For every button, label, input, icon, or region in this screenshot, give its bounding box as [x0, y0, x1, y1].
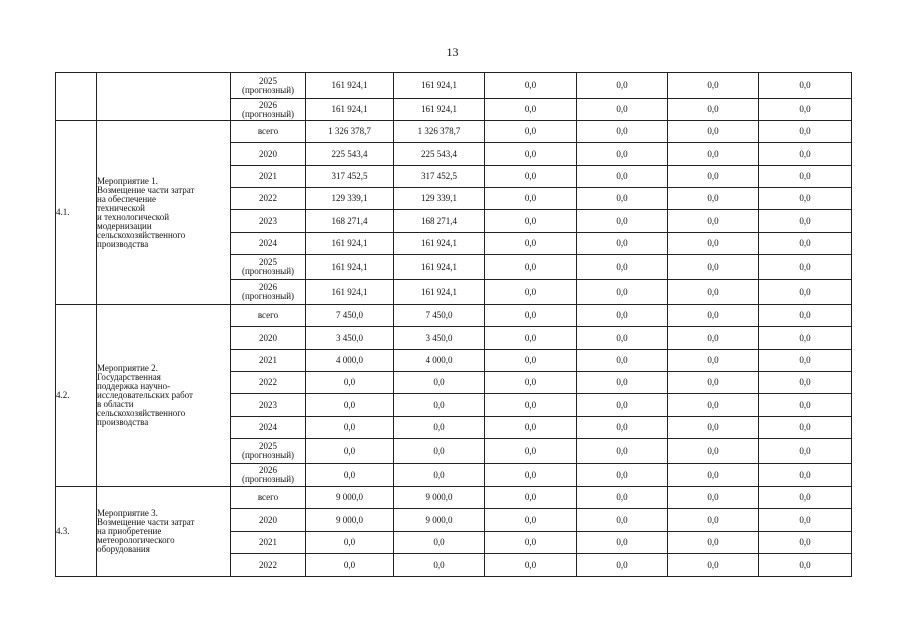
value-cell: 9 000,0 [394, 487, 485, 509]
table-row [56, 487, 852, 509]
year-cell: 2022 [231, 188, 306, 210]
value-cell: 0,0 [577, 439, 668, 464]
value-cell: 0,0 [759, 255, 852, 280]
value-cell: 0,0 [394, 417, 485, 439]
value-cell: 0,0 [485, 99, 577, 121]
year-cell: 2020 [231, 327, 306, 350]
value-cell: 3 450,0 [306, 327, 394, 350]
value-cell: 0,0 [759, 439, 852, 464]
year-cell: 2026 (прогнозный) [231, 464, 306, 487]
value-cell: 161 924,1 [306, 255, 394, 280]
value-cell: 161 924,1 [306, 233, 394, 255]
year-cell: 2023 [231, 394, 306, 417]
value-cell: 0,0 [668, 280, 759, 305]
value-cell: 0,0 [485, 280, 577, 305]
value-cell: 7 450,0 [306, 305, 394, 327]
value-cell: 225 543,4 [394, 143, 485, 166]
value-cell: 0,0 [577, 487, 668, 509]
value-cell: 0,0 [485, 532, 577, 554]
value-cell: 161 924,1 [394, 280, 485, 305]
value-cell: 0,0 [577, 394, 668, 417]
value-cell: 0,0 [577, 73, 668, 99]
value-cell: 9 000,0 [306, 487, 394, 509]
value-cell: 317 452,5 [394, 166, 485, 188]
value-cell: 0,0 [485, 327, 577, 350]
value-cell: 0,0 [306, 417, 394, 439]
value-cell: 4 000,0 [394, 350, 485, 372]
value-cell: 0,0 [577, 350, 668, 372]
value-cell: 1 326 378,7 [394, 121, 485, 143]
value-cell: 0,0 [485, 143, 577, 166]
page-number: 13 [446, 45, 459, 59]
year-cell: 2026 (прогнозный) [231, 99, 306, 121]
value-cell: 0,0 [668, 509, 759, 532]
value-cell: 0,0 [759, 350, 852, 372]
value-cell: 0,0 [759, 121, 852, 143]
value-cell: 0,0 [485, 121, 577, 143]
value-cell: 0,0 [668, 73, 759, 99]
value-cell: 0,0 [485, 166, 577, 188]
value-cell: 0,0 [485, 464, 577, 487]
year-cell: 2021 [231, 350, 306, 372]
value-cell: 0,0 [394, 372, 485, 394]
value-cell: 0,0 [759, 166, 852, 188]
value-cell: 0,0 [485, 73, 577, 99]
value-cell: 9 000,0 [394, 509, 485, 532]
value-cell: 0,0 [668, 554, 759, 577]
value-cell: 1 326 378,7 [306, 121, 394, 143]
value-cell: 0,0 [668, 350, 759, 372]
value-cell: 0,0 [577, 464, 668, 487]
value-cell: 0,0 [577, 188, 668, 210]
table-row [56, 305, 852, 327]
year-cell: 2020 [231, 509, 306, 532]
value-cell: 0,0 [577, 554, 668, 577]
year-cell: всего [231, 121, 306, 143]
value-cell: 0,0 [306, 554, 394, 577]
item-number-cell [56, 73, 97, 121]
item-name-cell: Мероприятие 3. Возмещение части затрат на приобретение метеорологического оборудования [97, 487, 231, 577]
value-cell: 0,0 [577, 255, 668, 280]
value-cell: 0,0 [668, 255, 759, 280]
item-name-cell: Мероприятие 1. Возмещение части затрат на обеспечение технической и технологической модернизации сельскохозяйственного производства [97, 121, 231, 305]
value-cell: 161 924,1 [306, 73, 394, 99]
value-cell: 0,0 [668, 143, 759, 166]
table-row [56, 121, 852, 143]
year-cell: 2025 (прогнозный) [231, 73, 306, 99]
value-cell: 161 924,1 [394, 73, 485, 99]
value-cell: 0,0 [306, 372, 394, 394]
value-cell: 0,0 [759, 417, 852, 439]
value-cell: 0,0 [577, 280, 668, 305]
value-cell: 317 452,5 [306, 166, 394, 188]
item-number-cell: 4.3. [56, 487, 97, 577]
value-cell: 161 924,1 [394, 99, 485, 121]
year-cell: всего [231, 305, 306, 327]
value-cell: 0,0 [394, 464, 485, 487]
value-cell: 0,0 [577, 121, 668, 143]
value-cell: 0,0 [394, 439, 485, 464]
value-cell: 0,0 [577, 327, 668, 350]
value-cell: 7 450,0 [394, 305, 485, 327]
value-cell: 0,0 [485, 509, 577, 532]
value-cell: 0,0 [668, 532, 759, 554]
value-cell: 3 450,0 [394, 327, 485, 350]
value-cell: 0,0 [668, 188, 759, 210]
year-cell: 2021 [231, 532, 306, 554]
value-cell: 0,0 [759, 509, 852, 532]
value-cell: 0,0 [668, 417, 759, 439]
year-cell: 2021 [231, 166, 306, 188]
value-cell: 0,0 [394, 532, 485, 554]
value-cell: 129 339,1 [394, 188, 485, 210]
value-cell: 0,0 [668, 99, 759, 121]
year-cell: 2025 (прогнозный) [231, 439, 306, 464]
value-cell: 0,0 [668, 305, 759, 327]
value-cell: 0,0 [668, 233, 759, 255]
value-cell: 9 000,0 [306, 509, 394, 532]
value-cell: 0,0 [485, 372, 577, 394]
value-cell: 0,0 [668, 487, 759, 509]
value-cell: 0,0 [668, 394, 759, 417]
value-cell: 161 924,1 [394, 255, 485, 280]
value-cell: 225 543,4 [306, 143, 394, 166]
year-cell: 2025 (прогнозный) [231, 255, 306, 280]
value-cell: 0,0 [759, 487, 852, 509]
budget-table [55, 72, 852, 577]
value-cell: 0,0 [759, 394, 852, 417]
year-cell: 2022 [231, 372, 306, 394]
value-cell: 168 271,4 [306, 210, 394, 233]
value-cell: 0,0 [306, 464, 394, 487]
value-cell: 0,0 [759, 305, 852, 327]
value-cell: 0,0 [759, 99, 852, 121]
year-cell: 2023 [231, 210, 306, 233]
value-cell: 0,0 [394, 394, 485, 417]
value-cell: 0,0 [485, 417, 577, 439]
year-cell: 2020 [231, 143, 306, 166]
value-cell: 0,0 [577, 143, 668, 166]
value-cell: 0,0 [759, 464, 852, 487]
value-cell: 161 924,1 [394, 233, 485, 255]
value-cell: 0,0 [577, 417, 668, 439]
value-cell: 0,0 [485, 487, 577, 509]
value-cell: 0,0 [759, 280, 852, 305]
table-row [56, 73, 852, 99]
value-cell: 0,0 [668, 464, 759, 487]
value-cell: 0,0 [485, 394, 577, 417]
value-cell: 0,0 [759, 372, 852, 394]
value-cell: 0,0 [485, 233, 577, 255]
value-cell: 0,0 [759, 73, 852, 99]
value-cell: 0,0 [577, 372, 668, 394]
value-cell: 0,0 [577, 305, 668, 327]
year-cell: 2022 [231, 554, 306, 577]
value-cell: 0,0 [759, 233, 852, 255]
value-cell: 4 000,0 [306, 350, 394, 372]
value-cell: 0,0 [577, 233, 668, 255]
value-cell: 161 924,1 [306, 280, 394, 305]
value-cell: 0,0 [485, 554, 577, 577]
item-number-cell: 4.2. [56, 305, 97, 487]
value-cell: 0,0 [759, 210, 852, 233]
value-cell: 0,0 [668, 166, 759, 188]
value-cell: 0,0 [306, 439, 394, 464]
year-cell: 2026 (прогнозный) [231, 280, 306, 305]
value-cell: 0,0 [485, 439, 577, 464]
value-cell: 0,0 [668, 210, 759, 233]
value-cell: 0,0 [759, 188, 852, 210]
year-cell: всего [231, 487, 306, 509]
value-cell: 0,0 [577, 99, 668, 121]
value-cell: 0,0 [485, 210, 577, 233]
item-number-cell: 4.1. [56, 121, 97, 305]
value-cell: 0,0 [759, 532, 852, 554]
value-cell: 129 339,1 [306, 188, 394, 210]
value-cell: 0,0 [759, 554, 852, 577]
value-cell: 168 271,4 [394, 210, 485, 233]
year-cell: 2024 [231, 417, 306, 439]
value-cell: 0,0 [668, 372, 759, 394]
value-cell: 0,0 [306, 532, 394, 554]
value-cell: 0,0 [577, 509, 668, 532]
value-cell: 0,0 [485, 350, 577, 372]
item-name-cell [97, 73, 231, 121]
value-cell: 0,0 [306, 394, 394, 417]
value-cell: 0,0 [668, 121, 759, 143]
value-cell: 0,0 [759, 143, 852, 166]
value-cell: 0,0 [668, 439, 759, 464]
value-cell: 0,0 [759, 327, 852, 350]
value-cell: 0,0 [577, 210, 668, 233]
year-cell: 2024 [231, 233, 306, 255]
value-cell: 0,0 [485, 305, 577, 327]
value-cell: 0,0 [577, 532, 668, 554]
table-body [56, 73, 852, 577]
value-cell: 0,0 [485, 255, 577, 280]
item-name-cell: Мероприятие 2. Государственная поддержка научно- исследовательских работ в области сельскохозяйственного производства [97, 305, 231, 487]
value-cell: 0,0 [668, 327, 759, 350]
value-cell: 161 924,1 [306, 99, 394, 121]
value-cell: 0,0 [577, 166, 668, 188]
value-cell: 0,0 [394, 554, 485, 577]
value-cell: 0,0 [485, 188, 577, 210]
